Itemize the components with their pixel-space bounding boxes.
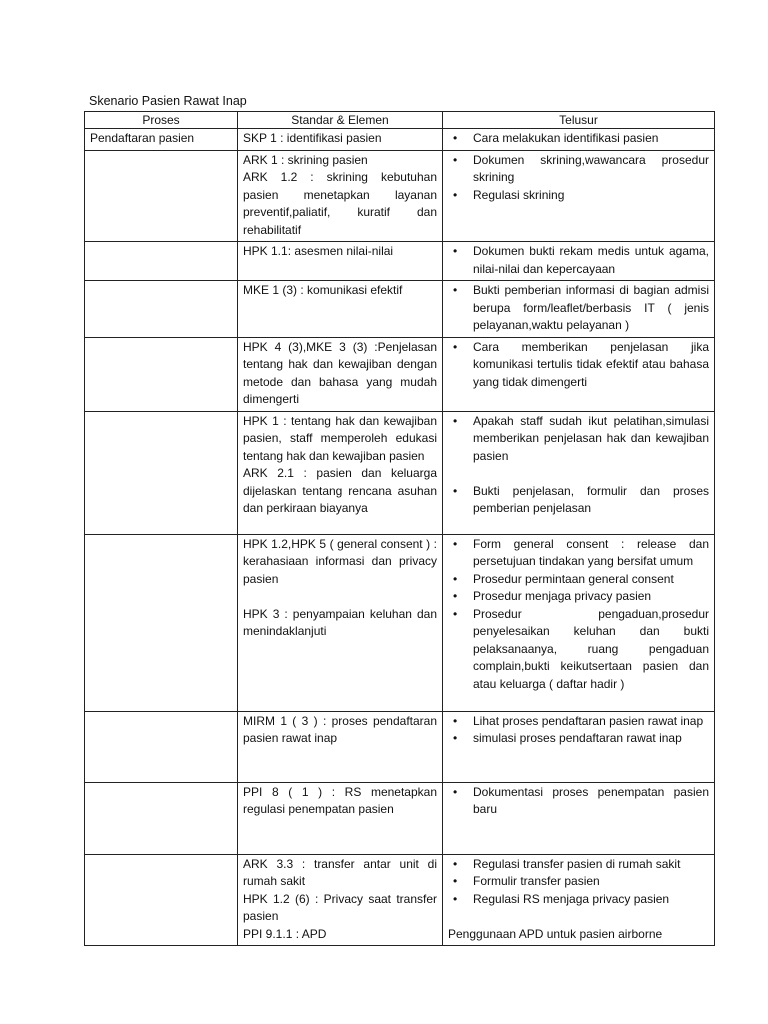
telusur-item: • Prosedur pengaduan,prosedur penyelesaikan keluhan dan bukti pelaksanaanya, ruang pengaduan complain,bukti keikutsertaan pasien dan atau keluarga ( daftar hadir ) [448,606,709,694]
table-row [85,534,715,711]
telusur-item: • Prosedur permintaan general consent [448,571,709,589]
telusur-item: • Prosedur menjaga privacy pasien [448,588,709,606]
telusur-cell [443,782,715,854]
standar-item: ARK 1 : skrining pasien [243,152,368,167]
telusur-item: • Cara melakukan identifikasi pasien [448,130,709,148]
telusur-item: • Regulasi RS menjaga privacy pasien [448,891,709,909]
standar-cell [238,337,443,411]
standar-cell [238,854,443,946]
header-proses: Proses [85,112,238,129]
standar-item: HPK 3 : penyampaian keluhan dan menindaklanjuti [243,606,437,638]
proses-cell [85,337,238,411]
standar-cell [238,782,443,854]
telusur-cell [443,242,715,281]
telusur-item: • Lihat proses pendaftaran pasien rawat inap [448,713,709,731]
telusur-cell [443,711,715,782]
header-row [85,112,715,129]
telusur-item: • Dokumen bukti rekam medis untuk agama, nilai-nilai dan kepercayaan [448,243,709,278]
telusur-cell [443,337,715,411]
scenario-table [84,111,715,946]
telusur-item: • simulasi proses pendaftaran rawat inap [448,730,709,748]
telusur-cell [443,411,715,534]
telusur-item: • Bukti penjelasan, formulir dan proses pemberian penjelasan [448,483,709,518]
telusur-item: • Dokumen skrining,wawancara prosedur skrining [448,152,709,187]
table-row [85,242,715,281]
table-row [85,150,715,242]
standar-item: HPK 4 (3),MKE 3 (3) :Penjelasan tentang hak dan kewajiban dengan metode dan bahasa yang mudah dimengerti [243,339,437,406]
proses-cell [85,711,238,782]
header-telusur: Telusur [443,112,715,129]
telusur-cell [443,150,715,242]
proses-cell [85,534,238,711]
telusur-cell [443,854,715,946]
table-row [85,782,715,854]
telusur-item: • Apakah staff sudah ikut pelatihan,simulasi memberikan penjelasan hak dan kewajiban pasien [448,413,709,466]
telusur-item: • Regulasi skrining [448,187,709,205]
telusur-item: • Regulasi transfer pasien di rumah sakit [448,856,709,874]
header-standar: Standar & Elemen [238,112,443,129]
table-row [85,411,715,534]
telusur-cell [443,281,715,338]
proses-cell [85,782,238,854]
table-row [85,129,715,151]
standar-item: HPK 1 : tentang hak dan kewajiban pasien, staff memperoleh edukasi tentang hak dan kewajiban pasien [243,413,437,463]
page-title: Skenario Pasien Rawat Inap [89,94,247,108]
standar-cell [238,281,443,338]
table-row [85,281,715,338]
table-row [85,337,715,411]
proses-cell: Pendaftaran pasien [85,129,238,151]
standar-cell [238,129,443,151]
telusur-item: • Cara memberikan penjelasan jika komunikasi tertulis tidak efektif atau bahasa yang tidak dimengerti [448,339,709,392]
telusur-note: Penggunaan APD untuk pasien airborne [448,926,663,941]
standar-item: MIRM 1 ( 3 ) : proses pendaftaran pasien rawat inap [243,713,437,745]
proses-cell [85,242,238,281]
standar-cell [238,150,443,242]
telusur-item: • Dokumentasi proses penempatan pasien baru [448,784,709,819]
proses-cell [85,411,238,534]
standar-item: ARK 3.3 : transfer antar unit di rumah sakit [243,856,437,888]
table-row [85,711,715,782]
standar-item: SKP 1 : identifikasi pasien [243,131,382,145]
table-row [85,854,715,946]
telusur-item: • Form general consent : release dan persetujuan tindakan yang bersifat umum [448,536,709,571]
standar-item: MKE 1 (3) : komunikasi efektif [243,283,403,297]
standar-item: ARK 1.2 : skrining kebutuhan pasien menetapkan layanan preventif,paliatif, kuratif dan rehabilitatif [243,170,437,237]
telusur-item: • Formulir transfer pasien [448,873,709,891]
standar-item: PPI 8 ( 1 ) : RS menetapkan regulasi penempatan pasien [243,784,437,816]
standar-item: HPK 1.2 (6) : Privacy saat transfer pasien [243,891,437,923]
proses-cell [85,150,238,242]
standar-item: ARK 2.1 : pasien dan keluarga dijelaskan tentang rencana asuhan dan perkiraan biayanya [243,466,437,515]
standar-item: PPI 9.1.1 : APD [243,926,327,941]
standar-cell [238,711,443,782]
standar-item: HPK 1.1: asesmen nilai-nilai [243,244,394,258]
standar-item: HPK 1.2,HPK 5 ( general consent ) : kerahasiaan informasi dan privacy pasien [243,536,437,586]
telusur-cell [443,534,715,711]
telusur-cell [443,129,715,151]
proses-cell [85,281,238,338]
proses-cell [85,854,238,946]
standar-cell [238,411,443,534]
telusur-item: • Bukti pemberian informasi di bagian admisi berupa form/leaflet/berbasis IT ( jenis pelayanan,waktu pelayanan ) [448,282,709,335]
standar-cell [238,534,443,711]
standar-cell [238,242,443,281]
